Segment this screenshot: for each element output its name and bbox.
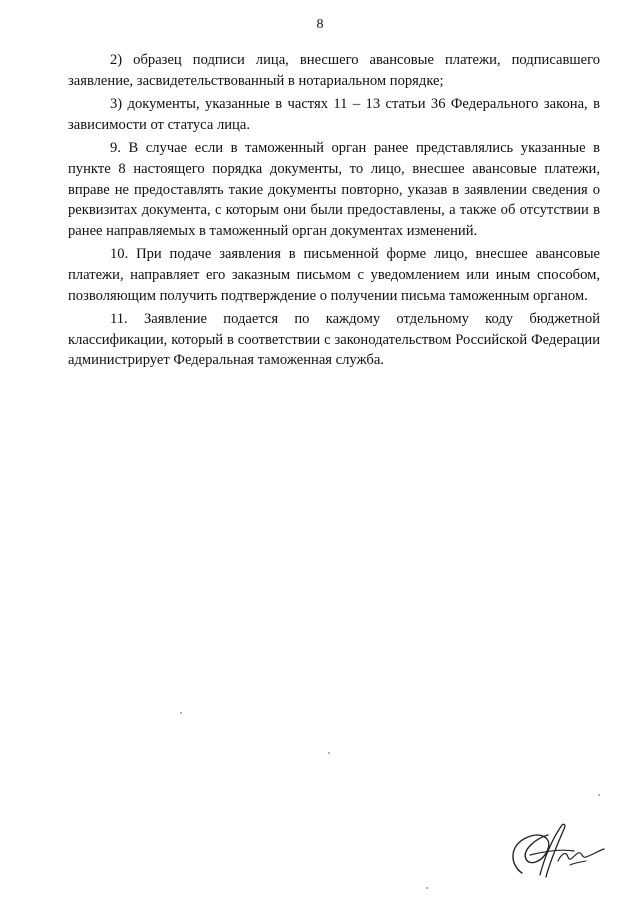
paragraph-item-2: 2) образец подписи лица, внесшего авансовые платежи, подписавшего заявление, засвидетельствованный в нотариальном порядке; <box>68 52 600 89</box>
paragraph-clause-10: 10. При подаче заявления в письменной форме лицо, внесшее авансовые платежи, направляет его заказным письмом с уведомлением или иным способом, позволяющим получить подтверждение о получении письма таможенным органом. <box>68 246 600 304</box>
scan-speck <box>598 794 600 796</box>
scan-speck <box>328 752 330 754</box>
scan-speck <box>426 887 428 889</box>
document-body <box>68 50 600 374</box>
paragraph-clause-9: 9. В случае если в таможенный орган ранее представлялись указанные в пункте 8 настоящего порядка документы, то лицо, внесшее авансовые платежи, вправе не предоставлять такие документы повторно, указав в заявлении сведения о реквизитах документа, с которым они были предоставлены, а также об отсутствии в ранее направляемых в таможенный орган документах изменений. <box>68 140 600 239</box>
paragraph-item-3: 3) документы, указанные в частях 11 – 13 статьи 36 Федерального закона, в зависимости от статуса лица. <box>68 96 600 133</box>
paragraph-clause-11: 11. Заявление подается по каждому отдельному коду бюджетной классификации, который в соответствии с законодательством Российской Федерации администрирует Федеральная таможенная служба. <box>68 311 600 369</box>
scan-speck <box>180 712 182 714</box>
page-number: 8 <box>316 17 324 32</box>
handwritten-signature <box>500 815 610 885</box>
